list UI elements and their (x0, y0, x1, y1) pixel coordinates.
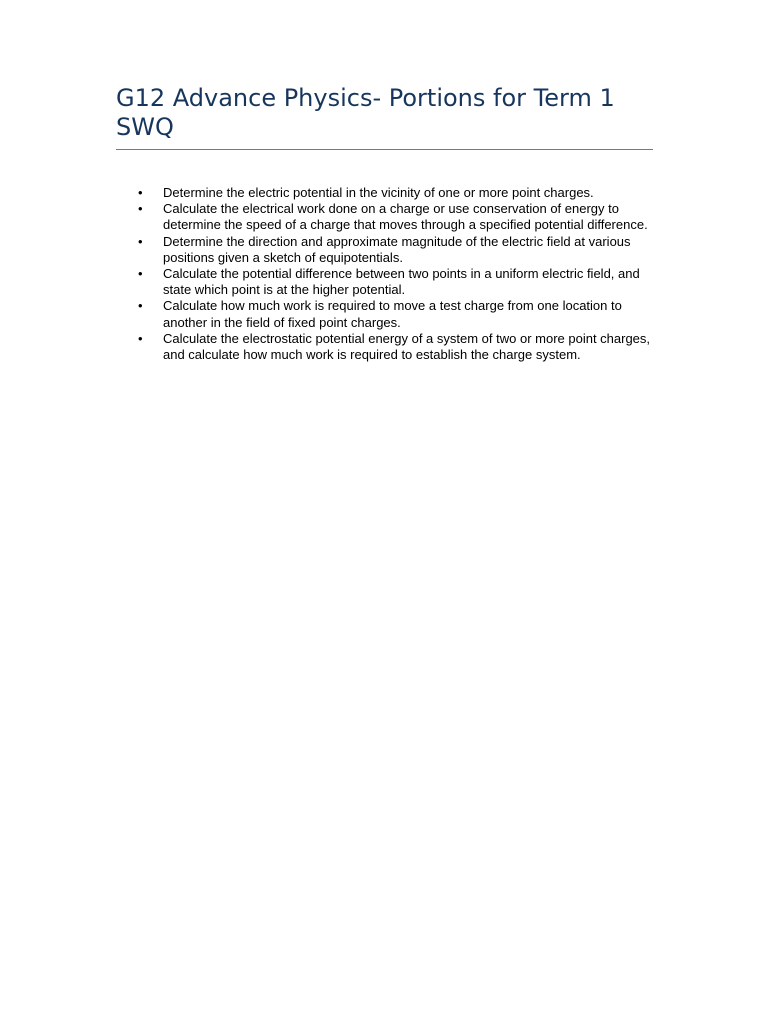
list-item-text: Calculate the electrostatic potential energy of a system of two or more point charges, and calculate how much work is required to establish the charge system. (163, 330, 651, 363)
list-item (138, 298, 658, 330)
list-item (138, 234, 658, 266)
portions-list (138, 185, 658, 363)
bullet-icon: • (138, 185, 143, 200)
list-item (138, 185, 658, 201)
title-underline (116, 149, 653, 150)
list-item-text: Calculate the electrical work done on a charge or use conservation of energy to determine the speed of a charge that moves through a specified potential difference. (163, 201, 648, 233)
bullet-icon: • (138, 266, 143, 282)
page-title: G12 Advance Physics- Portions for Term 1 SWQ (116, 84, 615, 141)
list-item-text: Determine the direction and approximate magnitude of the electric field at various positions given a sketch of equipotentials. (163, 233, 631, 265)
list-item-text: Determine the electric potential in the vicinity of one or more point charges. (163, 185, 594, 200)
list-item (138, 266, 658, 298)
bullet-icon: • (138, 298, 143, 314)
list-item (138, 331, 658, 363)
bullet-icon: • (138, 330, 143, 346)
list-item-text: Calculate how much work is required to move a test charge from one location to another in the field of fixed point charges. (163, 298, 622, 330)
bullet-icon: • (138, 233, 143, 249)
list-item (138, 201, 658, 233)
list-item-text: Calculate the potential difference between two points in a uniform electric field, and state which point is at the higher potential. (163, 266, 640, 298)
bullet-icon: • (138, 201, 143, 217)
